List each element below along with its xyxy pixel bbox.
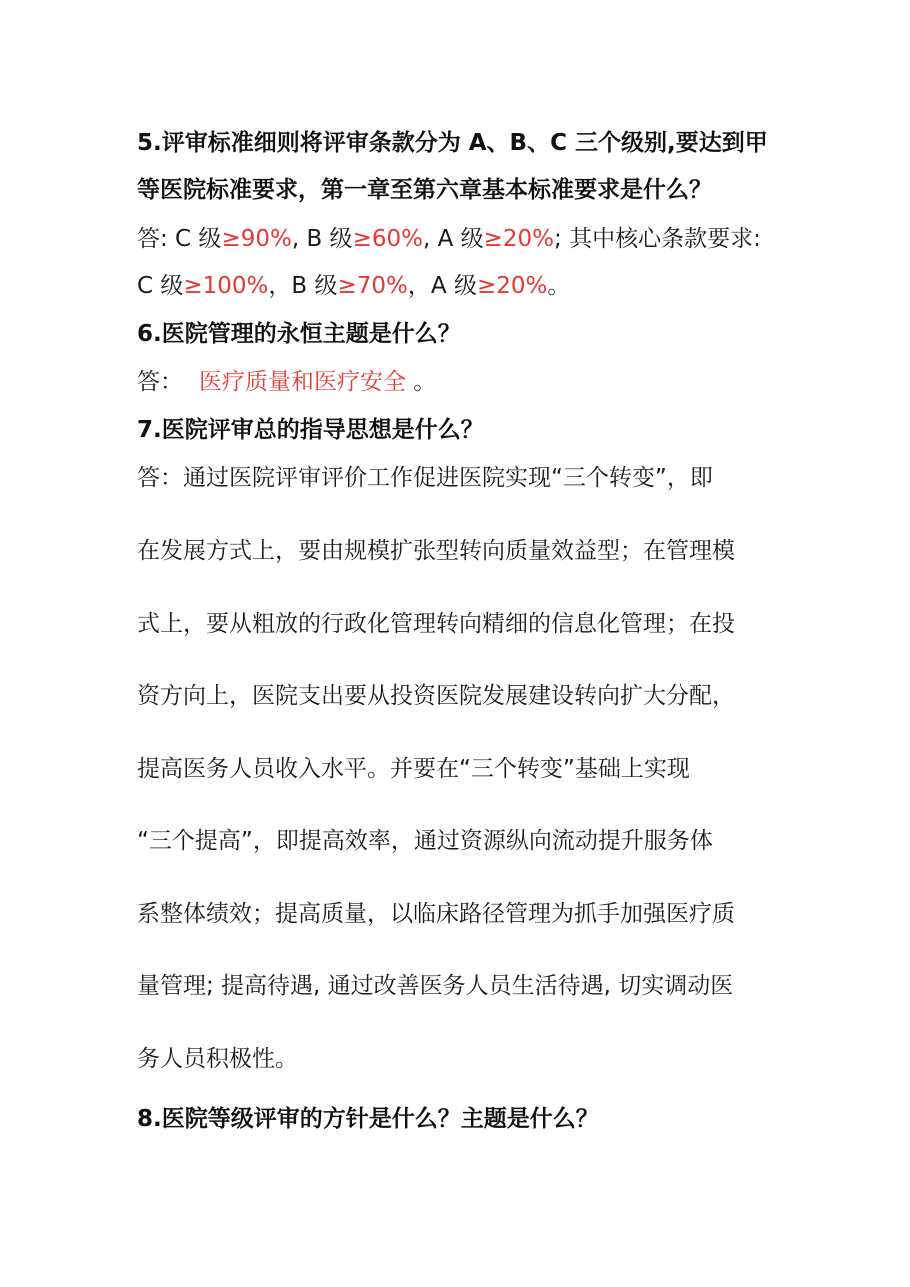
- answer-5-value-c: ≥90%: [221, 226, 292, 252]
- question-5-line-1: 5.评审标准细则将评审条款分为 A、B、C 三个级别,要达到甲: [137, 130, 768, 156]
- answer-6: [137, 367, 436, 397]
- answer-7-line: 答：通过医院评审评价工作促进医院实现“三个转变”，即: [137, 465, 713, 491]
- answer-5-text: 答: C 级: [137, 226, 222, 252]
- answer-5-text: ，A 级: [407, 273, 477, 299]
- answer-7-line: 在发展方式上，要由规模扩张型转向质量效益型；在管理模: [137, 538, 735, 564]
- answer-6-prefix: 答：: [137, 369, 183, 395]
- answer-5-text: ，B 级: [268, 273, 338, 299]
- question-5-line-2: 等医院标准要求，第一章至第六章基本标准要求是什么？: [137, 177, 712, 203]
- answer-7-line: 系整体绩效；提高质量，以临床路径管理为抓手加强医疗质: [137, 901, 735, 927]
- answer-5-text: 。: [547, 273, 571, 299]
- answer-5-text: , A 级: [422, 226, 484, 252]
- question-7: 7.医院评审总的指导思想是什么？: [137, 417, 484, 443]
- answer-7-line: 资方向上，医院支出要从投资医院发展建设转向扩大分配，: [137, 683, 735, 709]
- answer-5-line-1: [137, 224, 761, 254]
- question-8: 8.医院等级评审的方针是什么？主题是什么？: [137, 1106, 599, 1132]
- answer-6-suffix: 。: [406, 369, 437, 395]
- answer-7-line: 提高医务人员收入水平。并要在“三个转变”基础上实现: [137, 756, 690, 782]
- answer-6-highlight: 医疗质量和医疗安全: [199, 369, 406, 395]
- answer-7-line: 务人员积极性。: [137, 1046, 298, 1072]
- answer-5-core-value-a: ≥20%: [476, 273, 548, 299]
- question-6: 6.医院管理的永恒主题是什么？: [137, 321, 461, 347]
- answer-5-text: C 级: [137, 273, 184, 299]
- answer-7-line: 式上，要从粗放的行政化管理转向精细的信息化管理；在投: [137, 611, 735, 637]
- answer-5-value-a: ≥20%: [483, 226, 555, 252]
- answer-5-text: , B 级: [291, 226, 353, 252]
- answer-7-line: 量管理; 提高待遇, 通过改善医务人员生活待遇, 切实调动医: [137, 973, 734, 999]
- answer-5-core-value-c: ≥100%: [183, 273, 269, 299]
- answer-5-core-value-b: ≥70%: [337, 273, 408, 299]
- answer-5-value-b: ≥60%: [352, 226, 423, 252]
- answer-5-line-2: [137, 271, 570, 301]
- answer-5-text: ; 其中核心条款要求:: [554, 226, 761, 252]
- answer-7-line: “三个提高”，即提高效率，通过资源纵向流动提升服务体: [137, 828, 713, 854]
